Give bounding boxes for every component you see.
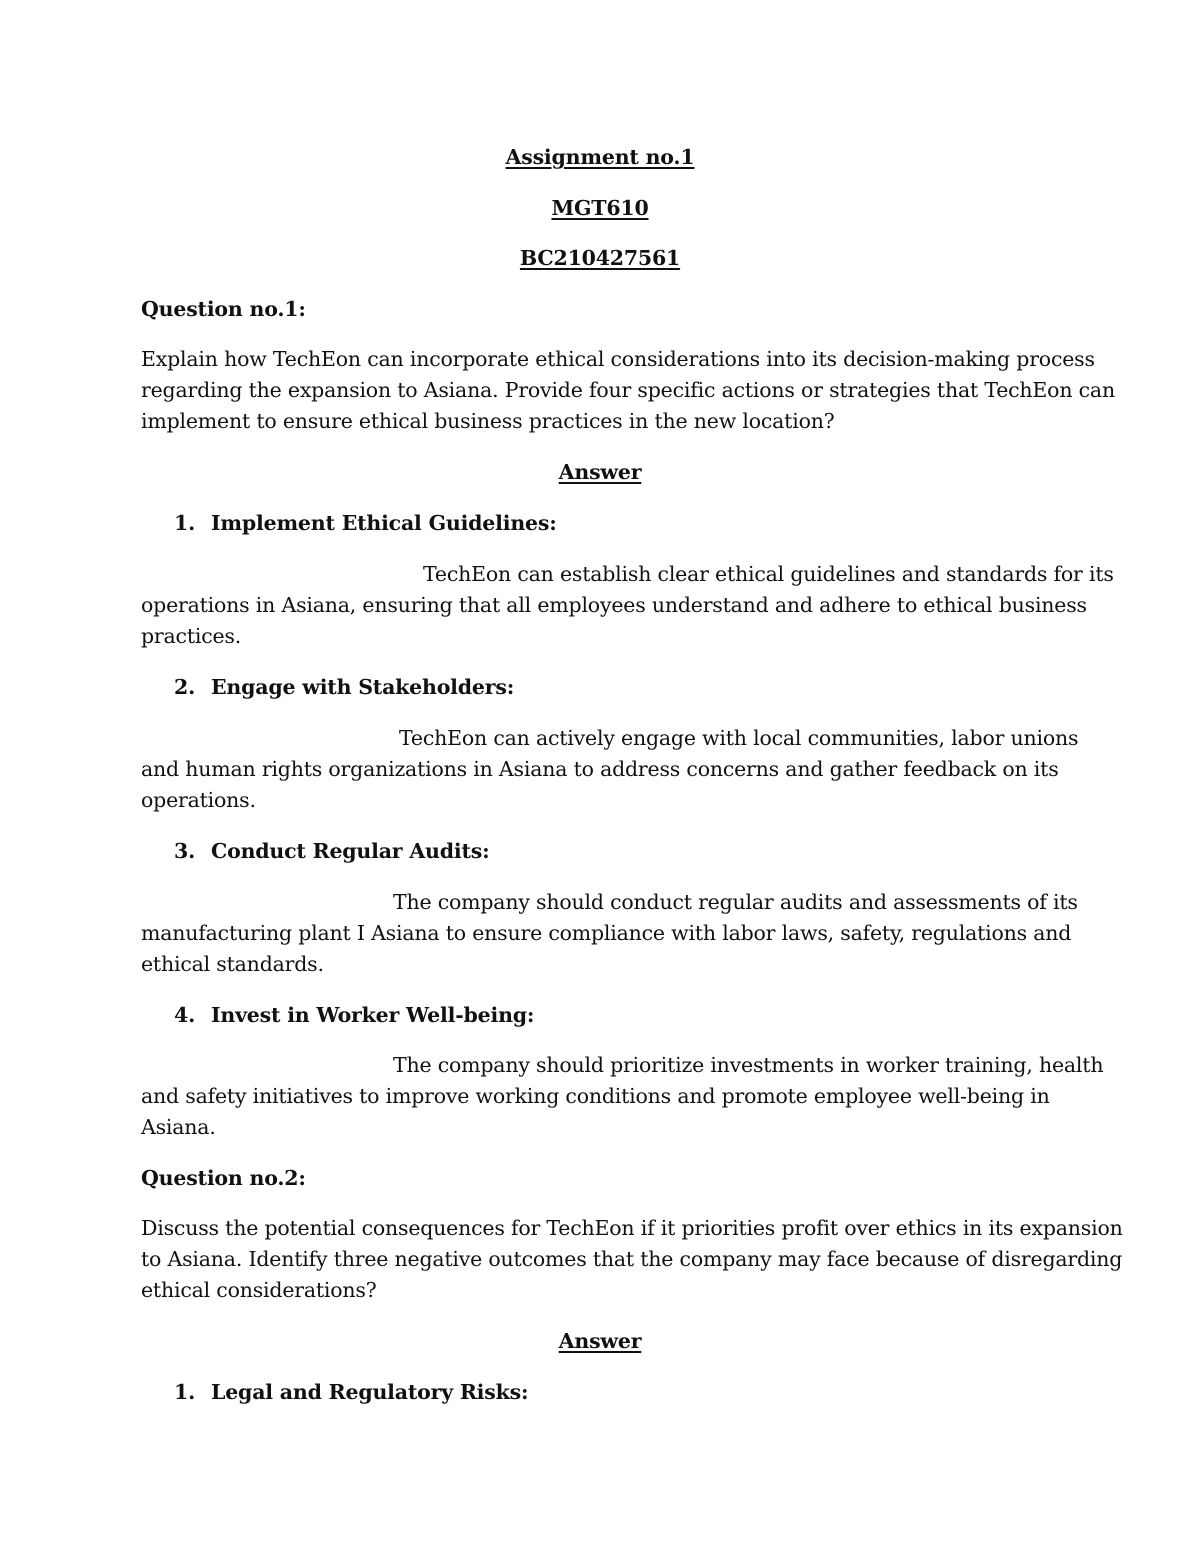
list-item-title: Invest in Worker Well-being: <box>211 1003 535 1027</box>
question-1-heading: Question no.1: <box>141 297 306 321</box>
course-code: MGT610 <box>551 196 649 220</box>
list-item-text-line: The company should conduct regular audits and assessments of its <box>393 890 1078 914</box>
list-item-number: 2. <box>174 675 196 699</box>
list-item-text-line: Asiana. <box>141 1115 216 1139</box>
question-1-text-line: Explain how TechEon can incorporate ethical considerations into its decision-making process <box>141 347 1095 371</box>
student-id: BC210427561 <box>519 246 681 270</box>
list-item-text-line: manufacturing plant I Asiana to ensure compliance with labor laws, safety, regulations and <box>141 921 1072 945</box>
list-item-number: 4. <box>174 1003 196 1027</box>
question-2-text-line: to Asiana. Identify three negative outcomes that the company may face because of disregarding <box>141 1247 1123 1271</box>
list-item-number: 1. <box>174 1380 196 1404</box>
question-1-text-line: implement to ensure ethical business practices in the new location? <box>141 409 835 433</box>
list-item-title: Engage with Stakeholders: <box>211 675 515 699</box>
question-2-heading: Question no.2: <box>141 1166 306 1190</box>
list-item-text-line: and safety initiatives to improve working conditions and promote employee well-being in <box>141 1084 1050 1108</box>
list-item-text-line: and human rights organizations in Asiana to address concerns and gather feedback on its <box>141 757 1059 781</box>
list-item-number: 3. <box>174 839 196 863</box>
list-item-text-line: operations. <box>141 788 256 812</box>
list-item-text-line: TechEon can establish clear ethical guidelines and standards for its <box>423 562 1114 586</box>
list-item-number: 1. <box>174 511 196 535</box>
question-2-text-line: ethical considerations? <box>141 1278 377 1302</box>
list-item-text-line: practices. <box>141 624 242 648</box>
list-item-title: Conduct Regular Audits: <box>211 839 490 863</box>
answer-2-heading: Answer <box>558 1329 642 1353</box>
list-item-text-line: ethical standards. <box>141 952 324 976</box>
list-item-title: Legal and Regulatory Risks: <box>211 1380 529 1404</box>
list-item-text-line: operations in Asiana, ensuring that all employees understand and adhere to ethical business <box>141 593 1087 617</box>
list-item-text-line: The company should prioritize investments in worker training, health <box>393 1053 1104 1077</box>
assignment-title: Assignment no.1 <box>505 145 695 169</box>
list-item-title: Implement Ethical Guidelines: <box>211 511 557 535</box>
question-1-text-line: regarding the expansion to Asiana. Provide four specific actions or strategies that TechEon can <box>141 378 1115 402</box>
list-item-text-line: TechEon can actively engage with local communities, labor unions <box>399 726 1079 750</box>
answer-1-heading: Answer <box>558 460 642 484</box>
question-2-text-line: Discuss the potential consequences for TechEon if it priorities profit over ethics in its expansion <box>141 1216 1123 1240</box>
